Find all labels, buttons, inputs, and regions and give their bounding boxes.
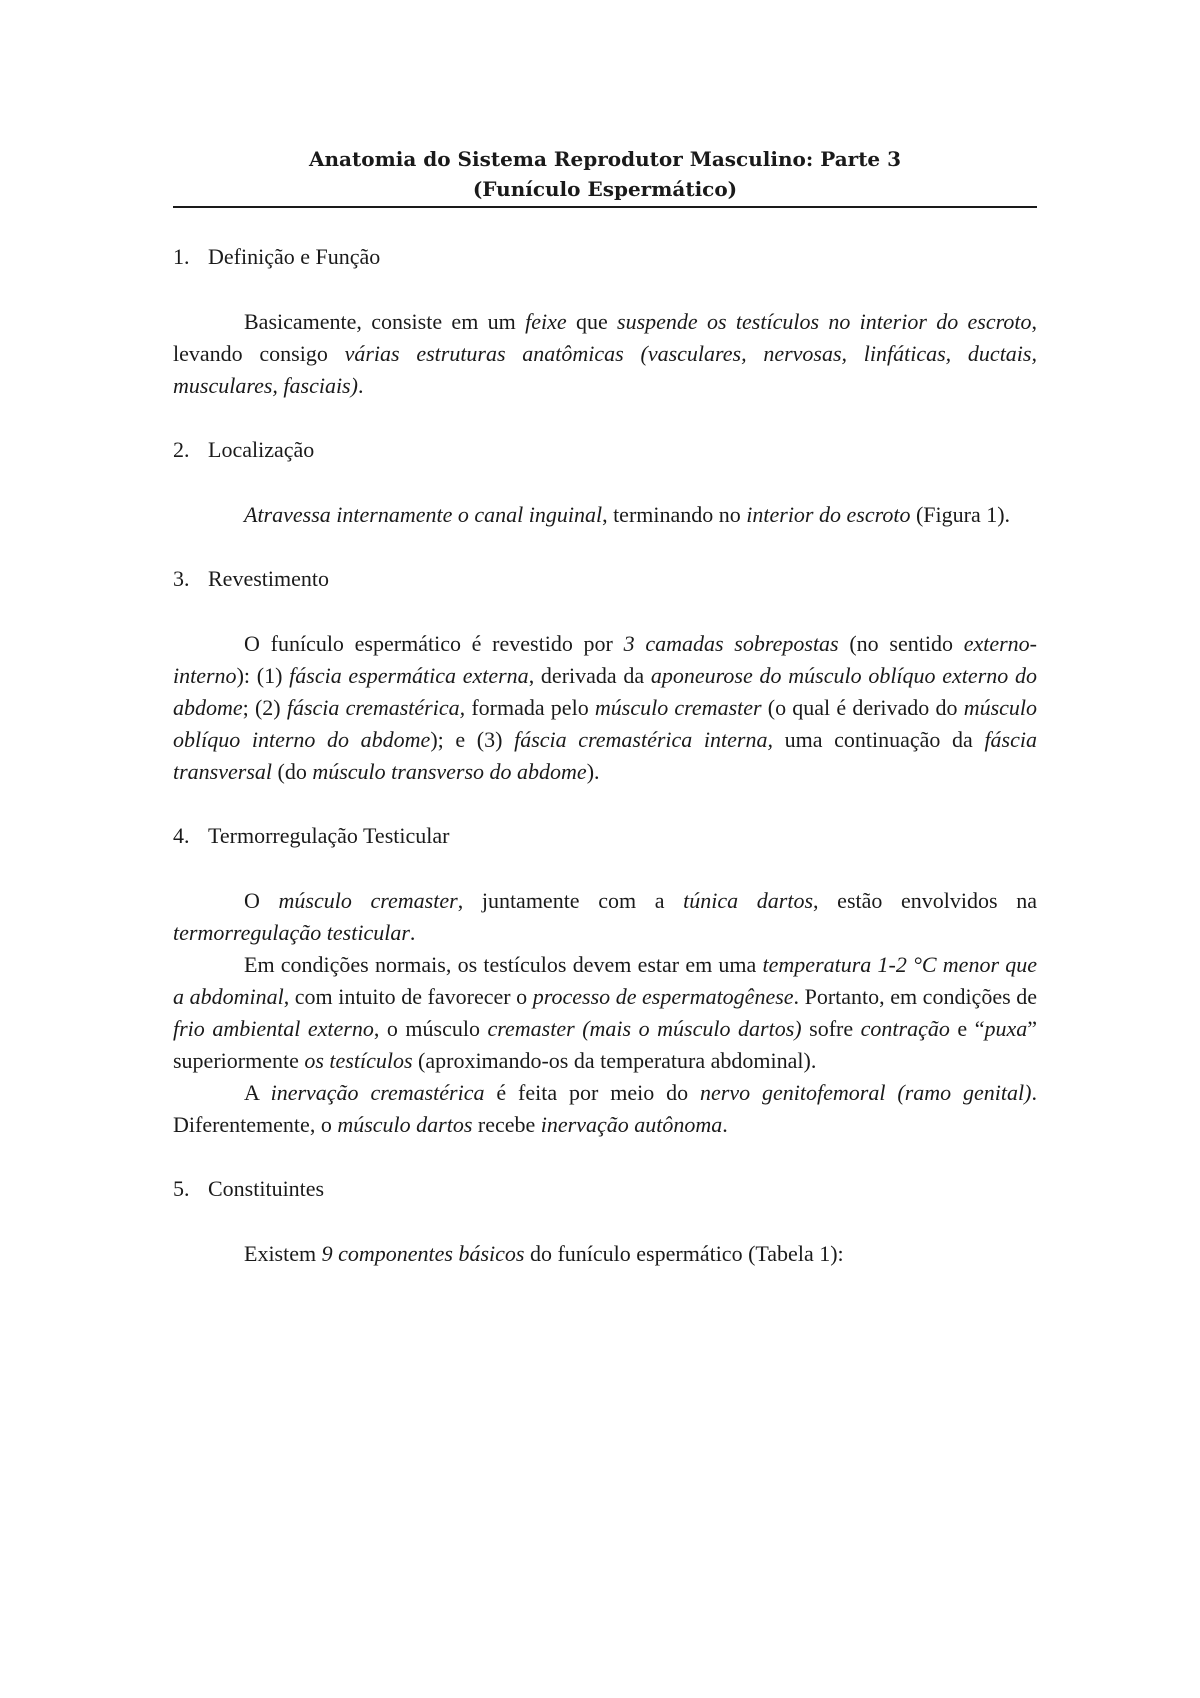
section-heading-revestimento: 3. Revestimento	[173, 566, 329, 591]
document-body	[173, 241, 1037, 1302]
paragraph-revestimento: O funículo espermático é revestido por 3 camadas sobrepostas (no sentido externo-interno): (1) fáscia espermática externa, derivada da aponeurose do músculo oblíquo externo do abdome; (2) fáscia cremastérica, formada pelo músculo cremaster (o qual é derivado do músculo oblíquo interno do abdome); e (3) fáscia cremastérica interna, uma continuação da fáscia transversal (do músculo transverso do abdome).	[173, 631, 1038, 784]
section-heading-termorregulacao: 4. Termorregulação Testicular	[173, 823, 450, 848]
paragraph-termorregulacao-3: A inervação cremastérica é feita por meio do nervo genitofemoral (ramo genital). Diferentemente, o músculo dartos recebe inervação autônoma.	[173, 1080, 1037, 1137]
paragraph-constituintes: Existem 9 componentes básicos do funículo espermático (Tabela 1):	[244, 1241, 844, 1266]
paragraph-termorregulacao-1: O músculo cremaster, juntamente com a túnica dartos, estão envolvidos na termorregulação testicular.	[173, 888, 1037, 945]
paragraph-termorregulacao-2: Em condições normais, os testículos devem estar em uma temperatura 1-2 °C menor que a abdominal, com intuito de favorecer o processo de espermatogênese. Portanto, em condições de frio ambiental externo, o músculo cremaster (mais o músculo dartos) sofre contração e “puxa” superiormente os testículos (aproximando-os da temperatura abdominal).	[173, 952, 1038, 1073]
section-heading-definicao: 1. Definição e Função	[173, 244, 381, 269]
paragraph-localizacao: Atravessa internamente o canal inguinal, terminando no interior do escroto (Figura 1).	[244, 502, 1011, 527]
section-heading-constituintes: 5. Constituintes	[173, 1176, 325, 1201]
title-line-1: Anatomia do Sistema Reprodutor Masculino: Parte 3	[308, 147, 902, 171]
section-heading-localizacao: 2. Localização	[173, 437, 315, 462]
title-line-2: (Funículo Espermático)	[472, 177, 738, 201]
document-title	[173, 144, 1037, 208]
paragraph-definicao: Basicamente, consiste em um feixe que suspende os testículos no interior do escroto, levando consigo várias estruturas anatômicas (vasculares, nervosas, linfáticas, ductais, musculares, fasciais).	[173, 309, 1037, 398]
